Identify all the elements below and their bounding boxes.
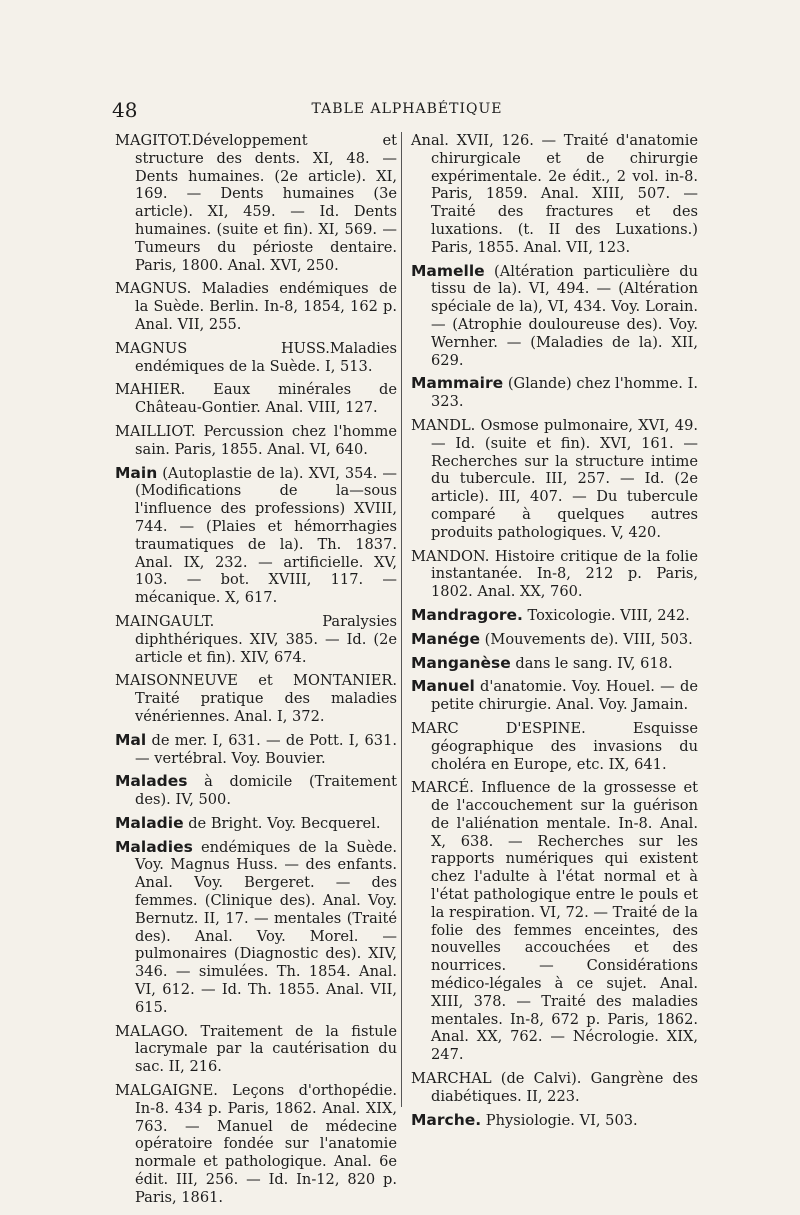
entry-headword: Malades: [115, 772, 188, 791]
entry-headword: MANDL.: [411, 416, 476, 434]
entry-headword: Maladie: [115, 813, 184, 832]
index-entry: [115, 732, 397, 768]
entry-text: à domicile (Traitement des). IV, 500.: [135, 773, 397, 809]
entry-headword: MALAGO.: [115, 1022, 189, 1040]
entry-headword: MALGAIGNE.: [115, 1082, 218, 1100]
entry-headword: Mal: [115, 730, 147, 749]
entry-headword: Maladies: [115, 837, 193, 856]
entry-headword: Marche.: [411, 1110, 482, 1129]
index-entry: [115, 423, 397, 459]
index-entry: [411, 1112, 698, 1130]
entry-text: d'anatomie. Voy. Houel. — de petite chirurgie. Anal. Voy. Jamain.: [431, 678, 698, 714]
entry-text: et MONTANIER. Traité pratique des maladies vénériennes. Anal. I, 372.: [135, 672, 397, 725]
entry-text: Esquisse géographique des invasions du choléra en Europe, etc. IX, 641.: [431, 719, 698, 773]
index-entry: [115, 340, 397, 376]
entry-text: endémiques de la Suède. Voy. Magnus Huss. — des enfants. Anal. Voy. Bergeret. — des femmes. (Clinique des). Anal. Voy. Bernutz. II, 17. — mentales (Traité des). Anal. Voy. Morel. — pulmonaires (Diagnostic des). XIV, 346. — simulées. Th. 1854. Anal. VI, 612. — Id. Th. 1855. Anal. VII, 615.: [135, 838, 397, 1016]
index-entry: [115, 132, 397, 274]
index-entry: [115, 280, 397, 333]
entry-text: Leçons d'orthopédie. In-8. 434 p. Paris, 1862. Anal. XIX, 763. — Manuel de médecine opératoire fondée sur l'anatomie normale et pathologique. Anal. 6e édit. III, 256. — Id. In-12, 820 p. Paris, 1861.: [135, 1082, 397, 1206]
entry-text: Maladies endémiques de la Suède. I, 513.: [135, 339, 397, 375]
entry-text: Toxicologie. VIII, 242.: [522, 606, 690, 624]
entry-text: Développement et structure des dents. XI, 48. — Dents humaines. (2e article). XI, 169. — Dents humaines (3e article). XI, 459. — Id. Dents humaines. (suite et fin). XI, 569. — Tumeurs du périoste dentaire. Paris, 1800. Anal. XVI, 250.: [135, 132, 397, 274]
entry-text: (Glande) chez l'homme. I. 323.: [431, 375, 698, 411]
entry-headword: MAGNUS HUSS.: [115, 339, 330, 357]
entry-headword: Mamelle: [411, 261, 485, 280]
index-entry: [411, 607, 698, 625]
entry-text: Traitement de la fistule lacrymale par la cautérisation du sac. II, 216.: [135, 1022, 397, 1076]
entry-text: (Mouvements de). VIII, 503.: [480, 630, 693, 648]
index-entry: [411, 375, 698, 411]
entry-text: Maladies endémiques de la Suède. Berlin. In-8, 1854, 162 p. Anal. VII, 255.: [135, 280, 397, 333]
entry-headword: MARCHAL: [411, 1070, 492, 1088]
index-entry: [411, 631, 698, 649]
entry-text: (de Calvi). Gangrène des diabétiques. II, 223.: [431, 1070, 698, 1105]
page-number: 48: [112, 98, 138, 122]
entry-text: (Altération particulière du tissu de la). VI, 494. — (Altération spéciale de la), VI, 434. Voy. Lorain. — (Atrophie douloureuse des). Voy. Wernher. — (Maladies de la). XII, 629.: [431, 262, 698, 369]
entry-text: (Autoplastie de la). XVI, 354. — (Modifications de la—sous l'influence des professions) XVIII, 744. — (Plaies et hémorrhagies traumatiques de la). Th. 1837. Anal. IX, 232. — artificielle. XV, 103. — bot. XVIII, 117. — mécanique. X, 617.: [135, 464, 397, 607]
entry-text: Physiologie. VI, 503.: [481, 1111, 638, 1129]
index-entry: [115, 672, 397, 725]
entry-headword: Manganèse: [411, 653, 511, 672]
index-entry: [115, 815, 397, 833]
index-entry: [411, 720, 698, 773]
right-column: [411, 132, 698, 1135]
entry-text: Eaux minérales de Château-Gontier. Anal. VIII, 127.: [135, 381, 397, 417]
entry-text: dans le sang. IV, 618.: [510, 654, 673, 672]
entry-headword: Mandragore.: [411, 605, 523, 624]
index-entry: [411, 263, 698, 370]
index-entry: [115, 465, 397, 607]
index-entry: [115, 613, 397, 666]
entry-headword: MAILLIOT.: [115, 422, 196, 440]
running-title: TABLE ALPHABÉTIQUE: [311, 101, 503, 117]
entry-text: Paralysies diphthériques. XIV, 385. — Id. (2e article et fin). XIV, 674.: [135, 612, 397, 666]
index-entry: [115, 1023, 397, 1076]
left-column: [115, 132, 397, 1213]
index-entry: [115, 773, 397, 809]
entry-headword: Manége: [411, 629, 481, 648]
index-entry: [115, 381, 397, 417]
entry-headword: MAINGAULT.: [115, 612, 215, 630]
entry-headword: MAHIER.: [115, 381, 186, 399]
index-entry: [411, 548, 698, 601]
index-entry: [411, 678, 698, 714]
entry-text: de mer. I, 631. — de Pott. I, 631. — vertébral. Voy. Bouvier.: [135, 731, 397, 767]
entry-headword: Main: [115, 463, 158, 482]
entry-headword: MARCÉ.: [411, 779, 474, 797]
index-entry: [411, 779, 698, 1064]
entry-headword: MAISONNEUVE: [115, 672, 238, 690]
entry-text: Percussion chez l'homme sain. Paris, 1855. Anal. VI, 640.: [135, 422, 397, 458]
page-header: [112, 98, 702, 124]
entry-headword: Manuel: [411, 677, 475, 696]
entry-text: Anal. XVII, 126. — Traité d'anatomie chirurgicale et de chirurgie expérimentale. 2e édit., 2 vol. in-8. Paris, 1859. Anal. XIII, 507. — Traité des fractures et des luxations. (t. II des Luxations.) Paris, 1855. Anal. VII, 123.: [411, 132, 698, 256]
entry-text: de Bright. Voy. Becquerel.: [183, 814, 381, 832]
entry-headword: MARC D'ESPINE.: [411, 719, 586, 737]
index-entry: [411, 132, 698, 257]
entry-headword: MAGNUS.: [115, 280, 192, 298]
entry-text: Osmose pulmonaire, XVI, 49. — Id. (suite et fin). XVI, 161. — Recherches sur la structure intime du tubercule. III, 257. — Id. (2e article). III, 407. — Du tubercule comparé à quelques autres produits pathologiques. V, 420.: [431, 416, 698, 541]
index-entry: [115, 839, 397, 1017]
column-divider: [401, 132, 402, 1107]
index-entry: [115, 1082, 397, 1207]
index-entry: [411, 1070, 698, 1106]
entry-headword: Mammaire: [411, 374, 504, 393]
entry-headword: MANDON.: [411, 547, 490, 565]
index-entry: [411, 655, 698, 673]
index-entry: [411, 417, 698, 542]
entry-text: Histoire critique de la folie instantanée. In-8, 212 p. Paris, 1802. Anal. XX, 760.: [431, 547, 698, 601]
entry-text: Influence de la grossesse et de l'accouchement sur la guérison de l'aliénation mentale. In-8. Anal. X, 638. — Recherches sur les rapports numériques qui existent chez l'adulte à l'état normal et à l'état pathologique entre le pouls et la respiration. VI, 72. — Traité de la folie des femmes enceintes, des nouvelles accouchées et des nourrices. — Considérations médico-légales à ce sujet. Anal. XIII, 378. — Traité des maladies mentales. In-8, 672 p. Paris, 1862. Anal. XX, 762. — Nécrologie. XIX, 247.: [431, 779, 698, 1064]
entry-headword: MAGITOT.: [115, 132, 192, 149]
